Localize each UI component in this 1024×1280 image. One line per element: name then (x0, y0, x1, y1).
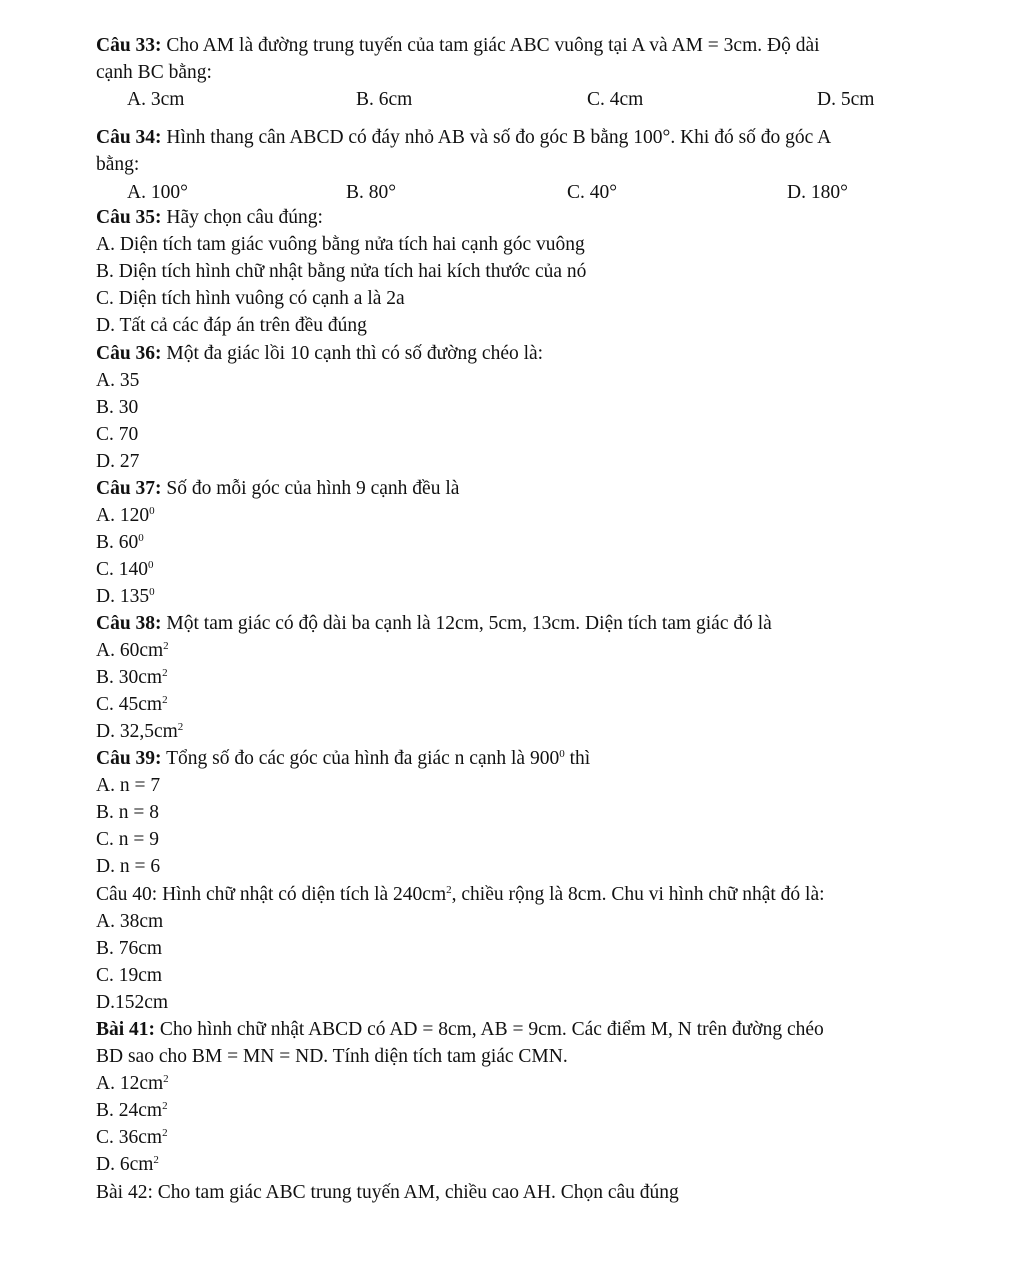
question-41-line-2 (96, 1044, 568, 1070)
option-c[interactable] (96, 1125, 168, 1151)
question-35-line-1 (96, 205, 323, 231)
question-text: Hình thang cân ABCD có đáy nhỏ AB và số đo góc B bằng 100°. Khi đó số đo góc A (166, 127, 832, 148)
degree-sup: 0 (138, 532, 144, 544)
square-sup: 2 (177, 721, 184, 733)
option-b[interactable]: B. 6cm (356, 89, 413, 110)
square-sup: 2 (162, 667, 168, 679)
question-37-line-1 (96, 476, 459, 502)
question-40-line-1 (96, 882, 825, 908)
question-text: cạnh BC bằng: (96, 62, 212, 83)
option-text: A. 12cm (96, 1073, 164, 1094)
option-b[interactable]: B. 30 (96, 397, 139, 418)
question-38-line-1 (96, 611, 772, 637)
question-label: Câu 39: (96, 748, 162, 769)
option-text: A. 120 (96, 505, 150, 526)
option-text: C. 36cm (96, 1127, 163, 1148)
question-label: Câu 40: (96, 884, 158, 905)
square-sup: 2 (162, 1127, 168, 1139)
option-a[interactable]: A. 38cm (96, 911, 164, 932)
option-a[interactable] (96, 638, 169, 664)
option-a[interactable]: A. 100° (127, 182, 188, 203)
option-d[interactable] (96, 719, 183, 745)
square-sup: 2 (163, 640, 169, 652)
question-label: Bài 42: (96, 1182, 153, 1203)
question-label: Câu 33: (96, 35, 162, 56)
option-text: B. 30cm (96, 667, 163, 688)
question-text: Một đa giác lồi 10 cạnh thì có số đường chéo là: (166, 343, 544, 364)
option-d[interactable]: D. 5cm (817, 89, 875, 110)
option-a[interactable]: A. 3cm (127, 89, 185, 110)
degree-sup: 0 (149, 586, 155, 598)
option-c[interactable]: C. 70 (96, 424, 139, 445)
question-label: Câu 36: (96, 343, 162, 364)
option-text: C. 140 (96, 559, 149, 580)
option-c[interactable] (96, 692, 168, 718)
option-c[interactable]: C. 4cm (587, 89, 644, 110)
question-34-line-1 (96, 125, 831, 151)
option-text: D. 32,5cm (96, 721, 178, 742)
option-a[interactable]: A. n = 7 (96, 775, 161, 796)
square-sup: 2 (163, 1073, 169, 1085)
question-label: Câu 38: (96, 613, 162, 634)
question-text: thì (569, 748, 591, 769)
option-text: D. 6cm (96, 1154, 154, 1175)
option-text: B. 24cm (96, 1100, 163, 1121)
option-a[interactable] (96, 1071, 169, 1097)
option-b[interactable]: B. 80° (346, 182, 397, 203)
question-text: Tổng số đo các góc của hình đa giác n cạnh là 900 (166, 748, 560, 769)
option-b[interactable]: B. 76cm (96, 938, 163, 959)
option-d[interactable]: D. Tất cả các đáp án trên đều đúng (96, 315, 367, 336)
square-sup: 2 (153, 1154, 159, 1166)
question-label: Câu 34: (96, 127, 162, 148)
option-c[interactable]: C. 19cm (96, 965, 163, 986)
question-text: Một tam giác có độ dài ba cạnh là 12cm, 5cm, 13cm. Diện tích tam giác đó là (166, 613, 772, 634)
option-b[interactable] (96, 1098, 168, 1124)
option-c[interactable]: C. Diện tích hình vuông có cạnh a là 2a (96, 288, 405, 309)
option-a[interactable]: A. Diện tích tam giác vuông bằng nửa tích hai cạnh góc vuông (96, 234, 585, 255)
option-a[interactable]: A. 35 (96, 370, 140, 391)
option-a[interactable] (96, 503, 155, 529)
option-text: A. 60cm (96, 640, 164, 661)
option-text: B. 60 (96, 532, 139, 553)
question-text: bằng: (96, 154, 140, 175)
question-text: , chiều rộng là 8cm. Chu vi hình chữ nhật đó là: (451, 884, 825, 905)
question-text: Cho tam giác ABC trung tuyến AM, chiều cao AH. Chọn câu đúng (157, 1182, 679, 1203)
option-b[interactable]: B. Diện tích hình chữ nhật bằng nửa tích hai kích thước của nó (96, 261, 587, 282)
degree-sup: 0 (148, 559, 154, 571)
question-39-line-1 (96, 746, 590, 772)
question-text: BD sao cho BM = MN = ND. Tính diện tích tam giác CMN. (96, 1046, 568, 1067)
option-c[interactable] (96, 557, 154, 583)
option-d[interactable]: D.152cm (96, 992, 169, 1013)
question-text: Số đo mỗi góc của hình 9 cạnh đều là (166, 478, 460, 499)
question-label: Câu 35: (96, 207, 162, 228)
question-41-line-1 (96, 1017, 824, 1043)
question-33-line-1 (96, 33, 820, 59)
option-c[interactable]: C. n = 9 (96, 829, 160, 850)
option-d[interactable] (96, 1152, 159, 1178)
question-34-line-2 (96, 152, 139, 178)
question-34-options (0, 180, 1024, 206)
question-33-options (0, 87, 1024, 113)
option-b[interactable]: B. n = 8 (96, 802, 160, 823)
degree-sup: 0 (559, 748, 565, 760)
option-d[interactable] (96, 584, 155, 610)
question-text: Cho AM là đường trung tuyến của tam giác ABC vuông tại A và AM = 3cm. Độ dài (166, 35, 820, 56)
question-text: Hình chữ nhật có diện tích là 240cm (162, 884, 447, 905)
square-sup: 2 (162, 694, 168, 706)
question-36-line-1 (96, 341, 543, 367)
option-b[interactable] (96, 530, 144, 556)
question-label: Câu 37: (96, 478, 162, 499)
question-text: Hãy chọn câu đúng: (166, 207, 323, 228)
option-c[interactable]: C. 40° (567, 182, 618, 203)
option-text: D. 135 (96, 586, 150, 607)
question-label: Bài 41: (96, 1019, 156, 1040)
square-sup: 2 (446, 884, 452, 896)
square-sup: 2 (162, 1100, 168, 1112)
question-text: Cho hình chữ nhật ABCD có AD = 8cm, AB = 9cm. Các điểm M, N trên đường chéo (159, 1019, 824, 1040)
question-33-line-2 (96, 60, 212, 86)
option-text: C. 45cm (96, 694, 163, 715)
question-42-line-1 (96, 1180, 679, 1206)
option-b[interactable] (96, 665, 168, 691)
option-d[interactable]: D. 180° (787, 182, 848, 203)
option-d[interactable]: D. n = 6 (96, 856, 161, 877)
option-d[interactable]: D. 27 (96, 451, 140, 472)
degree-sup: 0 (149, 505, 155, 517)
